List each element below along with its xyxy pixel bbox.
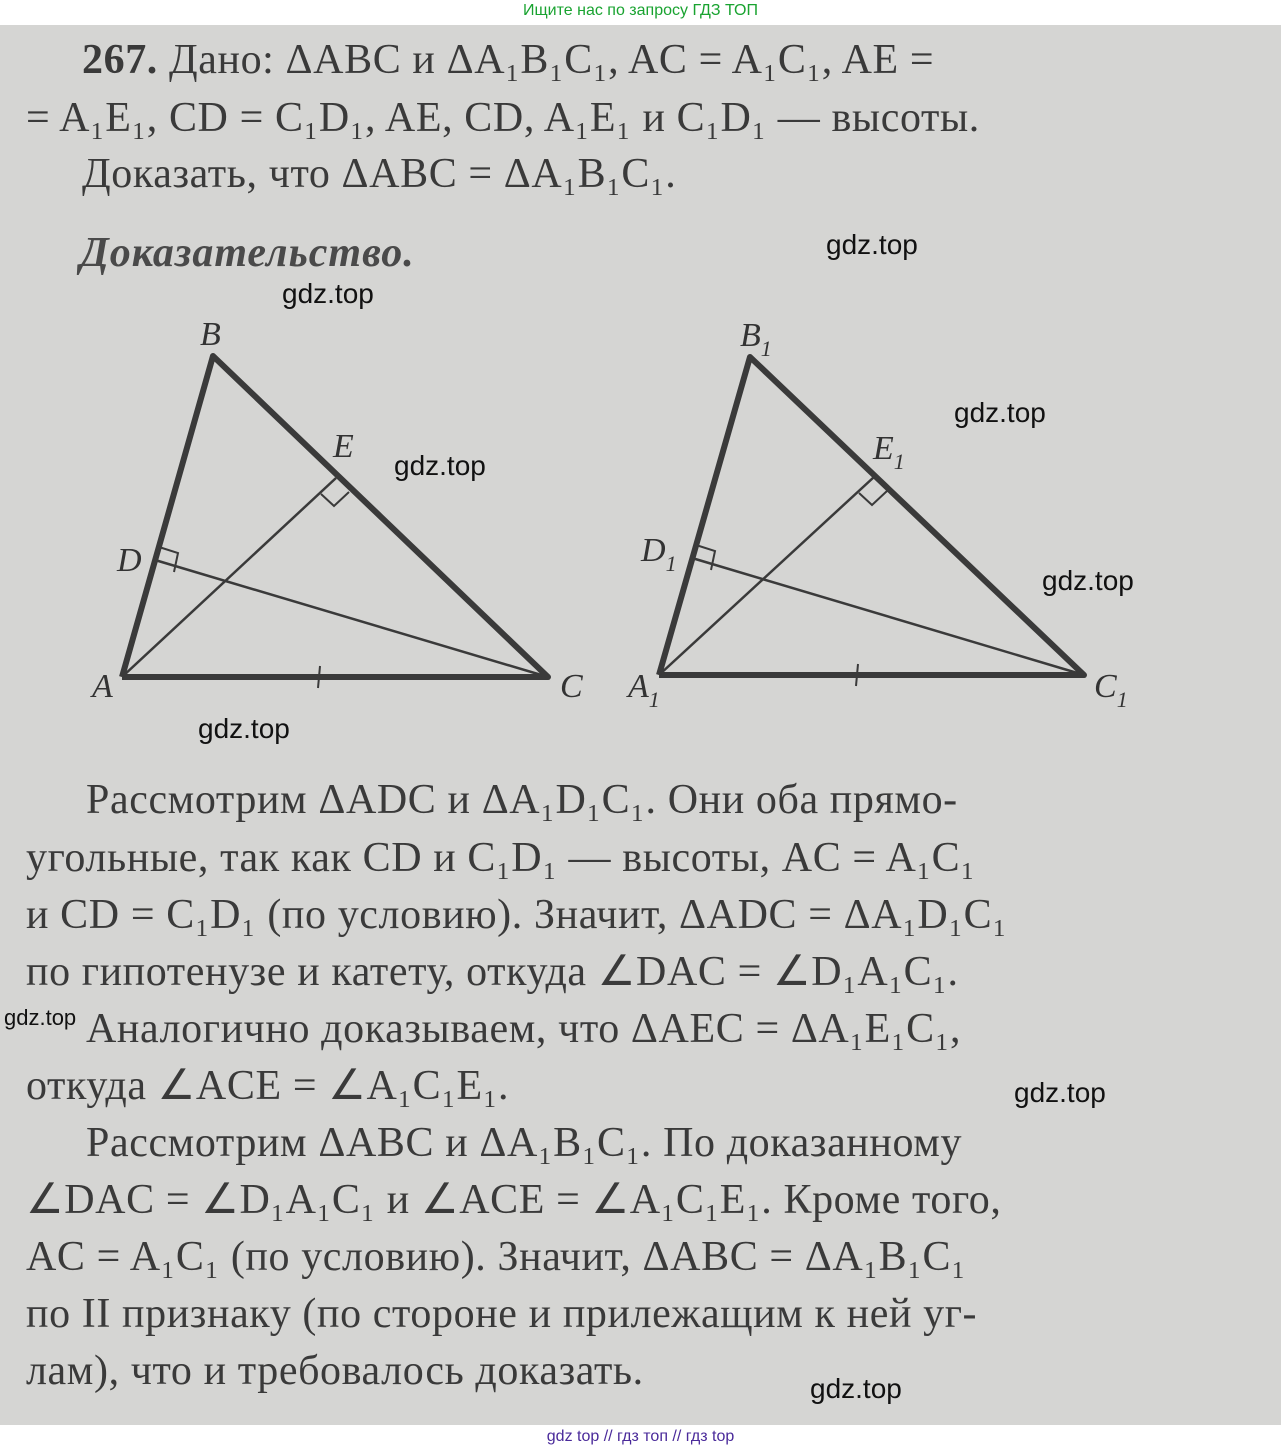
proof-line-7: Рассмотрим ΔABC и ΔA₁B₁C₁. По доказанному	[86, 1120, 963, 1166]
watermark: gdz.top	[1014, 1077, 1106, 1108]
label-e: E	[333, 428, 354, 465]
right-angle-d1	[696, 545, 715, 570]
proof-line-6: откуда ∠ACE = ∠A₁C₁E₁.	[26, 1063, 510, 1109]
triangle-abc-sides	[122, 356, 548, 677]
altitude-ae	[122, 478, 336, 677]
problem-given: Дано: ΔABC и ΔA₁B₁C₁, AC = A₁C₁, AE =	[169, 37, 935, 83]
watermark: gdz.top	[282, 278, 374, 309]
tick-ac	[318, 666, 320, 688]
proof-line-10: по II признаку (по стороне и прилежащим к ней уг-	[26, 1291, 978, 1337]
watermark: gdz.top	[394, 450, 486, 481]
label-e1-letter: E	[873, 430, 894, 467]
proof-line-3: и CD = C₁D₁ (по условию). Значит, ΔADC = ΔA₁D₁C₁	[26, 892, 1008, 938]
triangle-abc	[90, 316, 583, 705]
label-b1	[740, 317, 772, 361]
watermark: gdz.top	[198, 713, 290, 744]
proof-line-2: угольные, так как CD и C₁D₁ — высоты, AC = A₁C₁	[26, 835, 976, 881]
bottom-banner[interactable]: gdz top // гдз топ // гдз top	[546, 1428, 735, 1445]
triangle-a1b1c1	[626, 317, 1128, 712]
label-e1-sub: 1	[893, 449, 905, 474]
label-a1-letter: A	[628, 668, 649, 705]
proof-line-5: Аналогично доказываем, что ΔAEC = ΔA₁E₁C₁,	[86, 1006, 962, 1052]
proof-line-1: Рассмотрим ΔADC и ΔA₁D₁C₁. Они оба прямо-	[86, 777, 958, 823]
label-b1-sub: 1	[760, 336, 772, 361]
label-b1-letter: B	[740, 317, 761, 354]
right-angle-d	[159, 547, 178, 572]
watermark: gdz.top	[826, 229, 918, 260]
label-d1-letter: D	[641, 532, 666, 569]
label-b: B	[200, 316, 221, 353]
label-a: A	[92, 668, 113, 705]
label-c1	[1094, 668, 1128, 712]
problem-line-2: = A₁E₁, CD = C₁D₁, AE, CD, A₁E₁ и C₁D₁ — высоты.	[26, 95, 980, 141]
watermark: gdz.top	[810, 1373, 902, 1404]
altitude-a1e1	[659, 477, 874, 675]
problem-number: 267.	[82, 37, 158, 83]
right-angle-e1	[859, 491, 887, 505]
watermark: gdz.top	[954, 397, 1046, 428]
top-banner[interactable]: Ищите нас по запросу ГДЗ ТОП	[523, 2, 758, 19]
tick-a1c1	[856, 664, 858, 686]
proof-line-4: по гипотенузе и катету, откуда ∠DAC = ∠D₁A₁C₁.	[26, 949, 959, 995]
proof-line-9: AC = A₁C₁ (по условию). Значит, ΔABC = ΔA₁B₁C₁	[26, 1234, 967, 1280]
label-a1-sub: 1	[648, 687, 660, 712]
watermark: gdz.top	[4, 1005, 77, 1030]
label-d1-sub: 1	[665, 551, 677, 576]
label-e1	[872, 430, 905, 474]
watermark: gdz.top	[1042, 565, 1134, 596]
proof-line-11: лам), что и требовалось доказать.	[26, 1348, 644, 1394]
proof-line-8: ∠DAC = ∠D₁A₁C₁ и ∠ACE = ∠A₁C₁E₁. Кроме того,	[26, 1177, 1002, 1223]
textbook-scan	[0, 25, 1281, 1425]
label-d1	[640, 532, 677, 576]
label-c: C	[560, 668, 583, 705]
right-angle-e	[321, 492, 349, 506]
label-d: D	[117, 542, 142, 579]
label-c1-sub: 1	[1116, 687, 1128, 712]
problem-line-3: Доказать, что ΔABC = ΔA₁B₁C₁.	[82, 151, 677, 197]
label-a1	[626, 668, 660, 712]
triangles-diagram	[0, 25, 1281, 785]
proof-heading: Доказательство.	[80, 230, 415, 276]
label-c1-letter: C	[1094, 668, 1117, 705]
